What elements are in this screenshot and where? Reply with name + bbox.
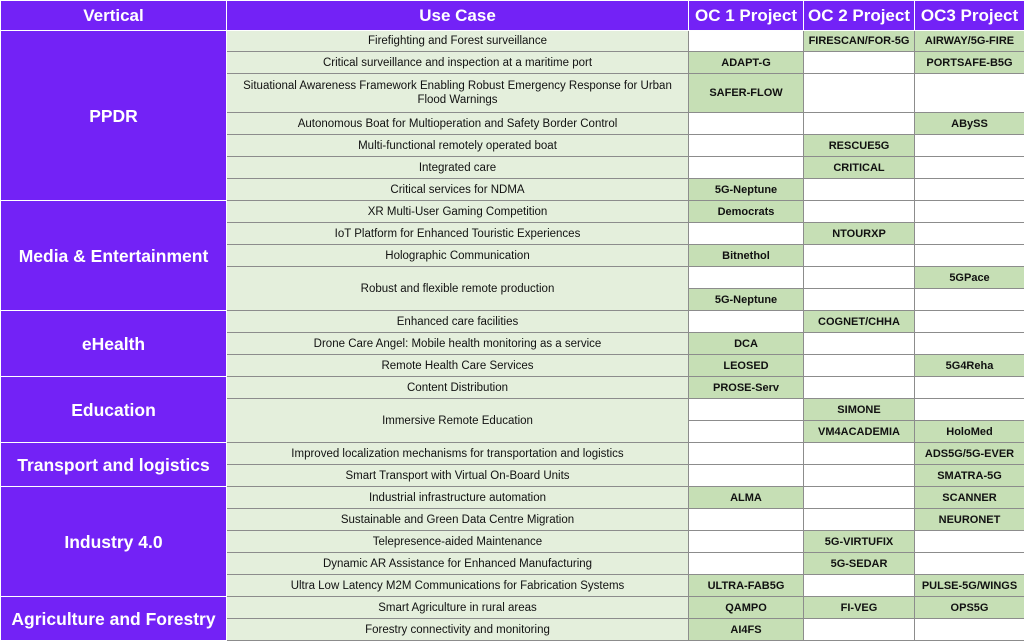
oc2-project-cell — [804, 74, 915, 113]
oc3-project-cell — [915, 223, 1024, 245]
oc2-project-cell — [804, 619, 915, 641]
oc3-project-cell: SCANNER — [915, 487, 1024, 509]
oc3-project-cell: ADS5G/5G-EVER — [915, 443, 1024, 465]
table-row — [1, 377, 1024, 399]
use-case-cell: Industrial infrastructure automation — [227, 487, 689, 509]
oc3-project-cell — [915, 619, 1024, 641]
oc3-project-cell: PULSE-5G/WINGS — [915, 575, 1024, 597]
oc1-project-cell — [689, 311, 804, 333]
vertical-transport-logistics: Transport and logistics — [1, 443, 227, 487]
use-case-cell: Firefighting and Forest surveillance — [227, 31, 689, 52]
oc3-project-cell — [915, 377, 1024, 399]
oc3-project-cell — [915, 333, 1024, 355]
oc1-project-cell: SAFER-FLOW — [689, 74, 804, 113]
use-case-cell: Dynamic AR Assistance for Enhanced Manufacturing — [227, 553, 689, 575]
table-row — [1, 31, 1024, 52]
table-row — [1, 597, 1024, 619]
oc2-project-cell: SIMONE — [804, 399, 915, 421]
oc1-project-cell — [689, 421, 804, 443]
oc1-project-cell: 5G-Neptune — [689, 289, 804, 311]
oc2-project-cell: 5G-SEDAR — [804, 553, 915, 575]
header-oc3-project: OC3 Project — [915, 1, 1024, 31]
oc3-project-cell — [915, 399, 1024, 421]
oc2-project-cell — [804, 267, 915, 289]
oc3-project-cell — [915, 531, 1024, 553]
oc3-project-cell: AIRWAY/5G-FIRE — [915, 31, 1024, 52]
oc2-project-cell — [804, 179, 915, 201]
vertical-industry-4-0: Industry 4.0 — [1, 487, 227, 597]
oc2-project-cell: FI-VEG — [804, 597, 915, 619]
header-vertical: Vertical — [1, 1, 227, 31]
use-case-cell: Holographic Communication — [227, 245, 689, 267]
use-case-cell: IoT Platform for Enhanced Touristic Experiences — [227, 223, 689, 245]
oc1-project-cell: Democrats — [689, 201, 804, 223]
oc1-project-cell — [689, 223, 804, 245]
oc2-project-cell: RESCUE5G — [804, 135, 915, 157]
table-row — [1, 487, 1024, 509]
header-use-case: Use Case — [227, 1, 689, 31]
oc2-project-cell — [804, 465, 915, 487]
use-case-cell: Critical services for NDMA — [227, 179, 689, 201]
oc1-project-cell — [689, 113, 804, 135]
oc1-project-cell: DCA — [689, 333, 804, 355]
oc1-project-cell: LEOSED — [689, 355, 804, 377]
use-case-cell: Robust and flexible remote production — [227, 267, 689, 311]
oc2-project-cell: FIRESCAN/FOR-5G — [804, 31, 915, 52]
oc1-project-cell: ULTRA-FAB5G — [689, 575, 804, 597]
oc1-project-cell — [689, 509, 804, 531]
use-case-cell: Drone Care Angel: Mobile health monitoring as a service — [227, 333, 689, 355]
oc3-project-cell: ABySS — [915, 113, 1024, 135]
vertical-ppdr: PPDR — [1, 31, 227, 201]
oc2-project-cell — [804, 201, 915, 223]
oc3-project-cell: SMATRA-5G — [915, 465, 1024, 487]
oc1-project-cell — [689, 31, 804, 52]
oc3-project-cell — [915, 157, 1024, 179]
oc3-project-cell — [915, 311, 1024, 333]
oc1-project-cell — [689, 157, 804, 179]
use-case-cell: Integrated care — [227, 157, 689, 179]
use-case-cell: Immersive Remote Education — [227, 399, 689, 443]
oc1-project-cell: AI4FS — [689, 619, 804, 641]
use-case-cell: Telepresence-aided Maintenance — [227, 531, 689, 553]
oc2-project-cell — [804, 575, 915, 597]
oc2-project-cell: VM4ACADEMIA — [804, 421, 915, 443]
oc2-project-cell — [804, 377, 915, 399]
oc1-project-cell — [689, 135, 804, 157]
oc2-project-cell — [804, 443, 915, 465]
oc1-project-cell — [689, 465, 804, 487]
use-case-cell: Enhanced care facilities — [227, 311, 689, 333]
oc2-project-cell — [804, 333, 915, 355]
use-case-cell: Remote Health Care Services — [227, 355, 689, 377]
oc1-project-cell — [689, 399, 804, 421]
oc3-project-cell: OPS5G — [915, 597, 1024, 619]
oc3-project-cell — [915, 245, 1024, 267]
oc2-project-cell: NTOURXP — [804, 223, 915, 245]
oc1-project-cell — [689, 443, 804, 465]
header-oc2-project: OC 2 Project — [804, 1, 915, 31]
oc1-project-cell: Bitnethol — [689, 245, 804, 267]
oc2-project-cell: 5G-VIRTUFIX — [804, 531, 915, 553]
table-row — [1, 443, 1024, 465]
use-case-cell: Multi-functional remotely operated boat — [227, 135, 689, 157]
use-case-cell: XR Multi-User Gaming Competition — [227, 201, 689, 223]
oc1-project-cell: QAMPO — [689, 597, 804, 619]
oc3-project-cell — [915, 289, 1024, 311]
use-case-cell: Critical surveillance and inspection at a maritime port — [227, 52, 689, 74]
use-case-cell: Autonomous Boat for Multioperation and Safety Border Control — [227, 113, 689, 135]
oc2-project-cell — [804, 113, 915, 135]
table-row — [1, 311, 1024, 333]
oc2-project-cell: CRITICAL — [804, 157, 915, 179]
oc3-project-cell: 5G4Reha — [915, 355, 1024, 377]
oc3-project-cell — [915, 201, 1024, 223]
use-case-cell: Content Distribution — [227, 377, 689, 399]
oc3-project-cell — [915, 179, 1024, 201]
use-case-cell: Situational Awareness Framework Enabling Robust Emergency Response for Urban Flood Warnings — [227, 74, 689, 113]
vertical-ehealth: eHealth — [1, 311, 227, 377]
oc2-project-cell — [804, 289, 915, 311]
table-row — [1, 201, 1024, 223]
vertical-agriculture-forestry: Agriculture and Forestry — [1, 597, 227, 641]
oc1-project-cell — [689, 553, 804, 575]
use-case-cell: Improved localization mechanisms for transportation and logistics — [227, 443, 689, 465]
oc1-project-cell — [689, 267, 804, 289]
header-row — [1, 1, 1024, 31]
vertical-media-entertainment: Media & Entertainment — [1, 201, 227, 311]
oc3-project-cell — [915, 553, 1024, 575]
oc1-project-cell — [689, 531, 804, 553]
use-case-cell: Sustainable and Green Data Centre Migration — [227, 509, 689, 531]
oc1-project-cell: ALMA — [689, 487, 804, 509]
oc3-project-cell: PORTSAFE-B5G — [915, 52, 1024, 74]
oc3-project-cell — [915, 135, 1024, 157]
oc1-project-cell: 5G-Neptune — [689, 179, 804, 201]
oc3-project-cell: NEURONET — [915, 509, 1024, 531]
use-case-cell: Smart Transport with Virtual On-Board Units — [227, 465, 689, 487]
use-case-cell: Ultra Low Latency M2M Communications for Fabrication Systems — [227, 575, 689, 597]
oc2-project-cell — [804, 509, 915, 531]
oc2-project-cell — [804, 487, 915, 509]
oc2-project-cell — [804, 245, 915, 267]
header-oc1-project: OC 1 Project — [689, 1, 804, 31]
use-case-cell: Forestry connectivity and monitoring — [227, 619, 689, 641]
oc3-project-cell: HoloMed — [915, 421, 1024, 443]
use-case-cell: Smart Agriculture in rural areas — [227, 597, 689, 619]
oc3-project-cell — [915, 74, 1024, 113]
oc3-project-cell: 5GPace — [915, 267, 1024, 289]
oc1-project-cell: ADAPT-G — [689, 52, 804, 74]
oc2-project-cell — [804, 52, 915, 74]
oc2-project-cell — [804, 355, 915, 377]
vertical-education: Education — [1, 377, 227, 443]
oc1-project-cell: PROSE-Serv — [689, 377, 804, 399]
oc2-project-cell: COGNET/CHHA — [804, 311, 915, 333]
